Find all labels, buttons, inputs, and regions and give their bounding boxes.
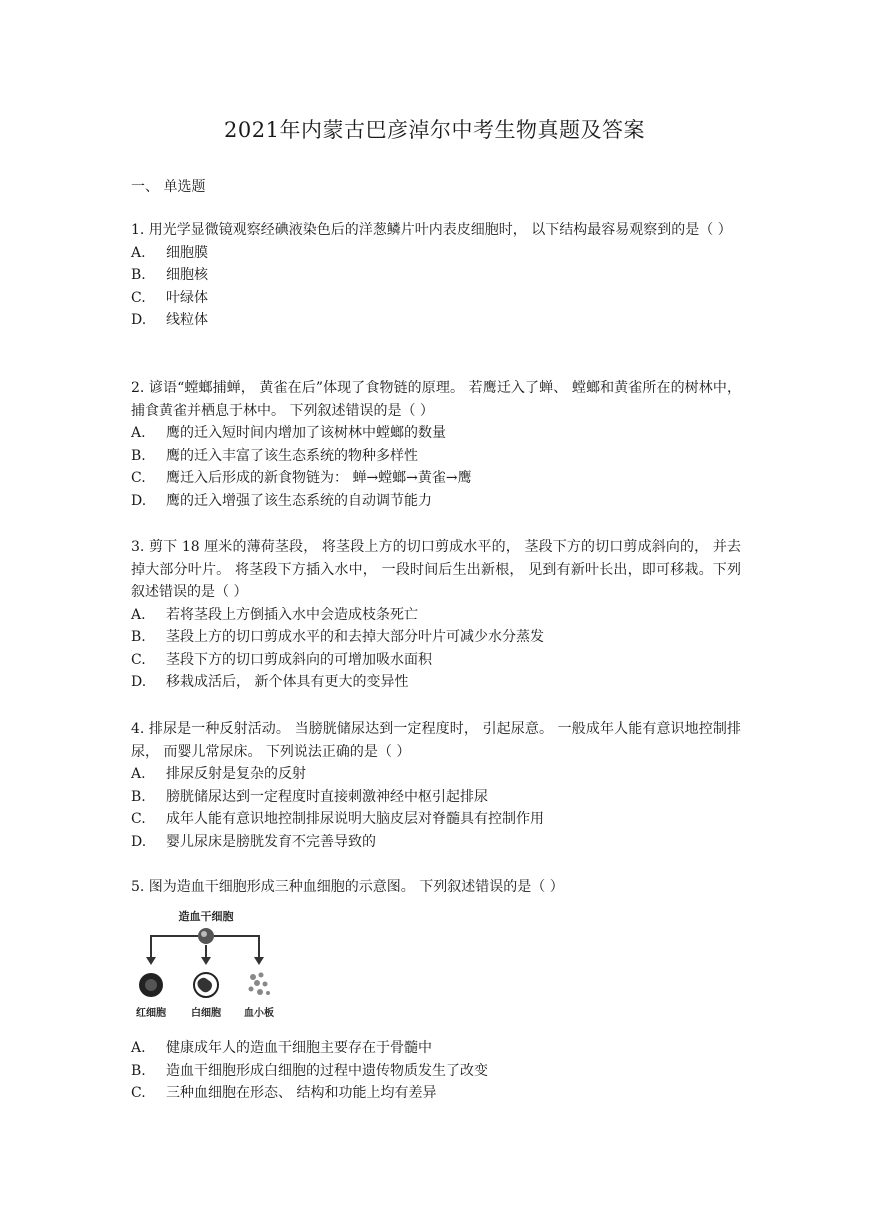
blood-cell-diagram bbox=[131, 907, 281, 1027]
question-5 bbox=[131, 876, 741, 899]
question-2 bbox=[131, 377, 741, 512]
question-4 bbox=[131, 718, 741, 853]
option-c: C. 成年人能有意识地控制排尿说明大脑皮层对脊髓具有控制作用 bbox=[131, 811, 544, 827]
option-d: D. 线粒体 bbox=[131, 312, 208, 328]
option-b: B. 造血干细胞形成白细胞的过程中遗传物质发生了改变 bbox=[131, 1062, 488, 1079]
arrowhead-left bbox=[146, 957, 156, 965]
platelet-icon bbox=[249, 973, 271, 996]
stem-cell-highlight bbox=[201, 931, 207, 937]
question-1 bbox=[131, 219, 741, 332]
option-a: A. 细胞膜 bbox=[131, 244, 208, 261]
document-title: 2021年内蒙古巴彦淖尔中考生物真题及答案 bbox=[224, 118, 645, 142]
section-heading: 一、 单选题 bbox=[131, 179, 206, 195]
option-c: C. 三种血细胞在形态、 结构和功能上均有差异 bbox=[131, 1085, 437, 1101]
option-a: A. 健康成年人的造血干细胞主要存在于骨髓中 bbox=[131, 1040, 432, 1056]
question-stem: 1. 用光学显微镜观察经碘液染色后的洋葱鳞片叶内表皮细胞时， 以下结构最容易观察到的是（ ） bbox=[131, 222, 732, 238]
question-stem: 4. 排尿是一种反射活动。 当膀胱储尿达到一定程度时， 引起尿意。 一般成年人能有意识地控制排尿， 而婴儿常尿床。 下列说法正确的是（ ） bbox=[131, 721, 741, 760]
label-white-blood-cell: 白细胞 bbox=[191, 1008, 221, 1019]
option-b: B. 膀胱储尿达到一定程度时直接刺激神经中枢引起排尿 bbox=[131, 788, 488, 805]
arrowhead-right bbox=[254, 957, 264, 965]
option-d: D. 鹰的迁入增强了该生态系统的自动调节能力 bbox=[131, 492, 432, 509]
option-c: C. 叶绿体 bbox=[131, 289, 208, 306]
option-a: A. 排尿反射是复杂的反射 bbox=[131, 766, 306, 782]
option-a: A. 鹰的迁入短时间内增加了该树林中螳螂的数量 bbox=[131, 425, 446, 441]
option-b: B. 鹰的迁入丰富了该生态系统的物种多样性 bbox=[131, 447, 418, 464]
question-stem: 3. 剪下 18 厘米的薄荷茎段， 将茎段上方的切口剪成水平的， 茎段下方的切口剪成斜向的， 并去掉大部分叶片。 将茎段下方插入水中， 一段时间后生出新根， 见到有新叶长出，即可移栽。下列叙述错误的是（ ） bbox=[131, 539, 741, 600]
question-stem: 5. 图为造血干细胞形成三种血细胞的示意图。 下列叙述错误的是（ ） bbox=[131, 879, 564, 895]
question-3 bbox=[131, 536, 741, 694]
option-a: A. 若将茎段上方倒插入水中会造成枝条死亡 bbox=[131, 606, 418, 623]
arrow-left bbox=[151, 936, 198, 959]
option-d: D. 婴儿尿床是膀胱发育不完善导致的 bbox=[131, 833, 376, 850]
question-5-options bbox=[131, 1037, 741, 1105]
option-c: C. 鹰迁入后形成的新食物链为： 蝉→螳螂→黄雀→鹰 bbox=[131, 470, 472, 486]
option-d: D. 移栽成活后， 新个体具有更大的变异性 bbox=[131, 674, 409, 690]
arrowhead-middle bbox=[201, 957, 211, 965]
option-c: C. 茎段下方的切口剪成斜向的可增加吸水面积 bbox=[131, 651, 432, 668]
diagram-top-label: 造血干细胞 bbox=[178, 910, 234, 923]
label-red-blood-cell: 红细胞 bbox=[136, 1008, 166, 1019]
arrow-right bbox=[214, 936, 259, 959]
option-b: B. 茎段上方的切口剪成水平的和去掉大部分叶片可减少水分蒸发 bbox=[131, 629, 544, 645]
option-b: B. 细胞核 bbox=[131, 267, 208, 283]
question-stem: 2. 谚语“螳螂捕蝉， 黄雀在后”体现了食物链的原理。 若鹰迁入了蝉、 螳螂和黄雀所在的树林中， 捕食黄雀并栖息于林中。 下列叙述错误的是（ ） bbox=[131, 380, 741, 419]
label-platelet: 血小板 bbox=[244, 1008, 274, 1019]
